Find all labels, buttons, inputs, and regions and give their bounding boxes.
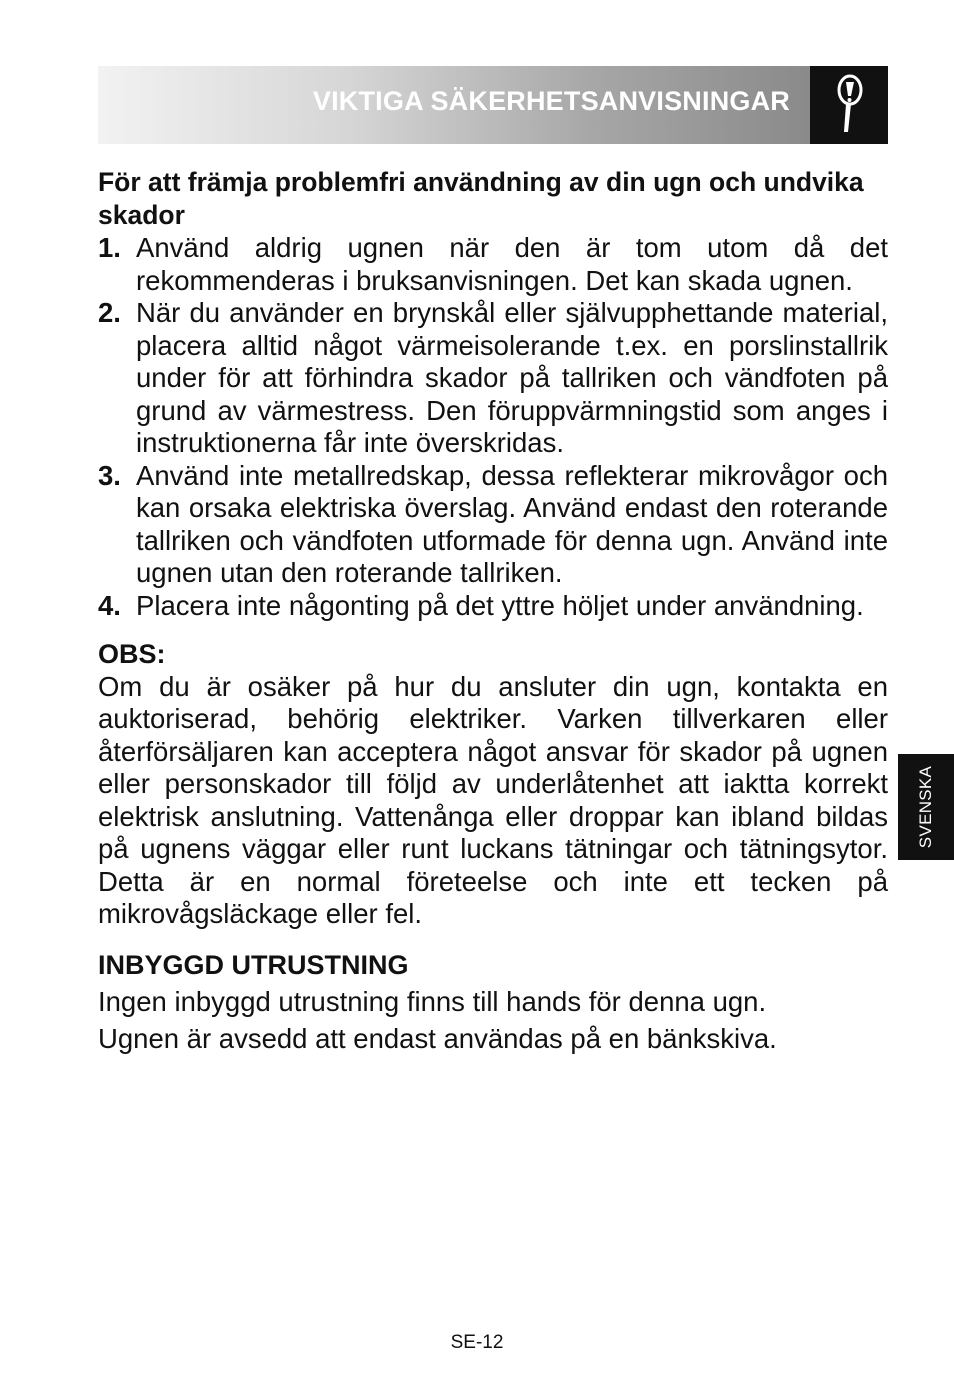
obs-paragraph: Om du är osäker på hur du ansluter din ugn, kontakta en auktoriserad, behörig elektriker. Varken tillverkaren eller återförsäljaren kan acceptera något ansvar för skador på ugnen eller personskador till följd av underlåtenhet att iaktta korrekt elektrisk anslutning. Vattenånga eller droppar kan ibland bildas på ugnens väggar eller runt luckans tätningar och tätningsytor. Detta är en normal företeelse och inte ett tecken på mikrovågsläckage eller fel. [98,670,888,929]
warning-icon-box [810,66,888,144]
obs-heading: OBS: [98,639,166,669]
inbyggd-heading: INBYGGD UTRUSTNING [98,949,409,980]
step-number: 2. [98,297,121,328]
list-item [98,297,888,460]
inbyggd-line-1: Ingen inbyggd utrustning finns till hands för denna ugn. [98,985,767,1017]
list-item [98,460,888,590]
inbyggd-line-2: Ugnen är avsedd att endast användas på en bänkskiva. [98,1022,777,1054]
safety-steps-list [98,232,888,622]
step-number: 3. [98,459,121,491]
list-item [98,232,888,297]
section-title: VIKTIGA SÄKERHETSANVISNINGAR [312,86,790,116]
language-tab-label: SVENSKA [916,765,935,849]
language-tab [898,754,954,860]
list-item [98,590,888,623]
step-text: När du använder en brynskål eller självupphettande material, placera alltid något värmeisolerande t.ex. en porslinstallrik under för att förhindra skador på tallriken och vändfoten på grund av värmestress. Den föruppvärmningstid som anges i instruktionerna får inte överskridas. [136,297,888,458]
main-content [98,166,888,1057]
step-text: Använd inte metallredskap, dessa reflekterar mikrovågor och kan orsaka elektriska överslag. Använd endast den roterande tallriken och vändfoten utformade för denna ugn. Använd inte ugnen utan den roterande tallriken. [136,459,888,588]
step-number: 1. [98,232,121,263]
intro-heading: För att främja problemfri användning av din ugn och undvika skador [98,167,864,230]
step-number: 4. [98,589,121,621]
exclamation-hand-icon [834,74,864,136]
section-header-bar [98,66,810,144]
page-number: SE-12 [450,1332,504,1353]
step-text: Använd aldrig ugnen när den är tom utom då det rekommenderas i bruksanvisningen. Det kan skada ugnen. [136,232,888,296]
step-text: Placera inte någonting på det yttre höljet under användning. [136,589,864,621]
